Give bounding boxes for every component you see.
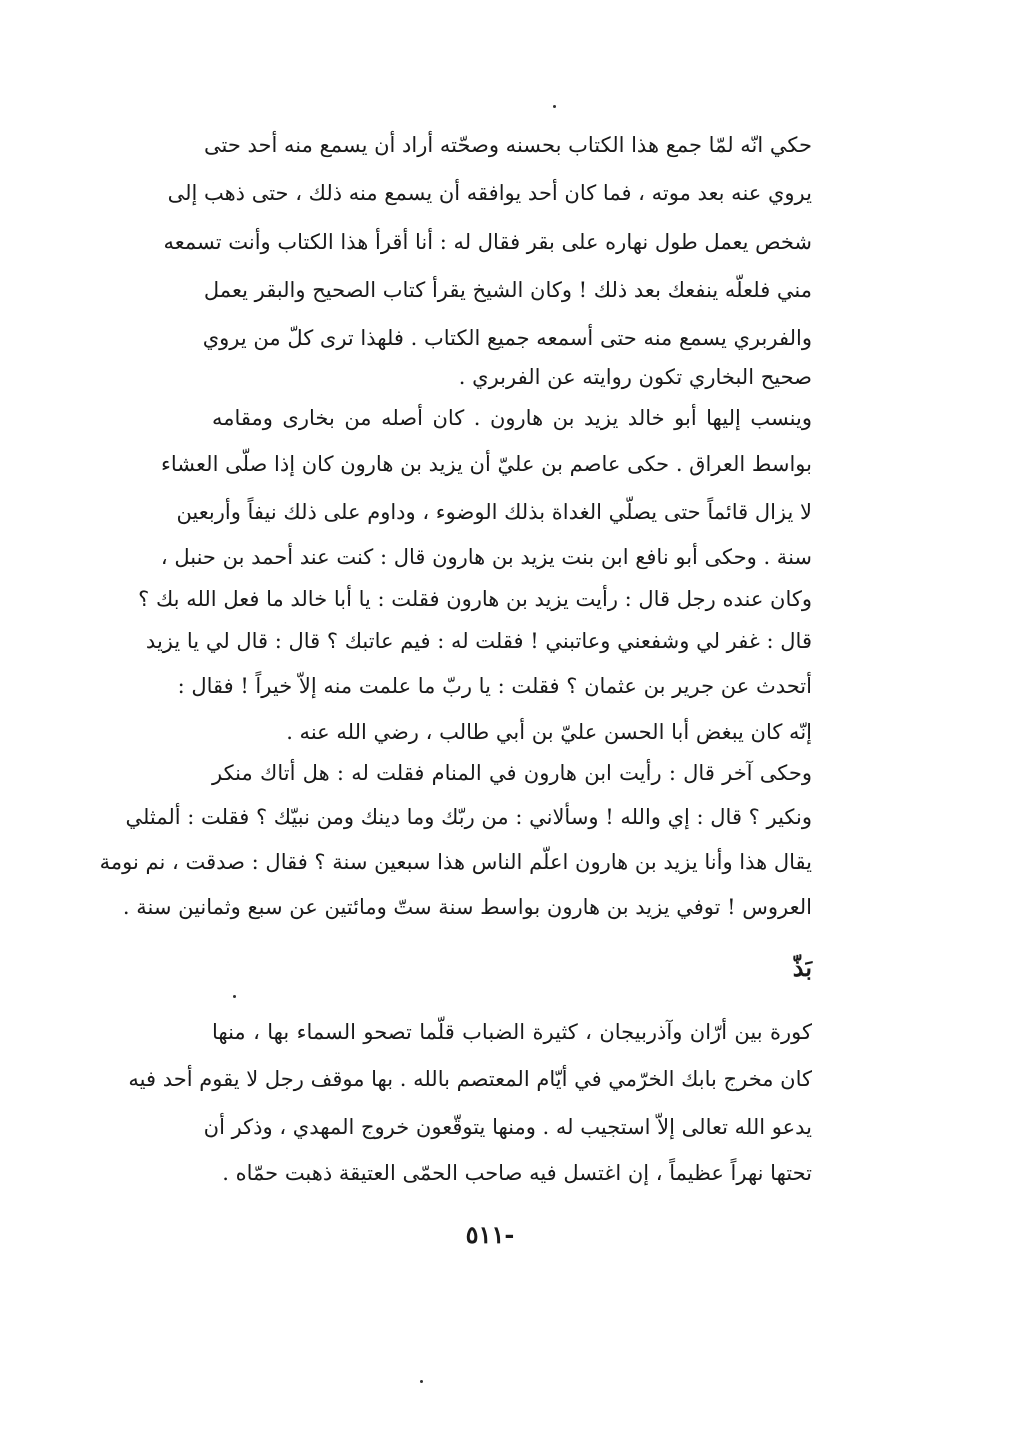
paragraph-line: يدعو الله تعالى إلاّ استجيب له . ومنها يتوقّعون خروج المهدي ، وذكر أن (203, 1115, 812, 1139)
paragraph-line: وكان عنده رجل قال : رأيت يزيد بن هارون فقلت : يا أبا خالد ما فعل الله بك ؟ (138, 587, 812, 611)
paragraph-line: أتحدث عن جرير بن عثمان ؟ فقلت : يا ربّ ما علمت منه إلاّ خيراً ! فقال : (177, 674, 812, 698)
paragraph-line: صحيح البخاري تكون روايته عن الفربري . (458, 365, 812, 389)
page-number: -٥١١ (465, 1220, 515, 1249)
paragraph-line: ونكير ؟ قال : إي والله ! وسألاني : من ربّك وما دينك ومن نبيّك ؟ فقلت : ألمثلي (125, 805, 812, 829)
scan-speck (233, 995, 236, 998)
paragraph-line: يقال هذا وأنا يزيد بن هارون اعلّم الناس هذا سبعين سنة ؟ فقال : صدقت ، نم نومة (99, 850, 812, 874)
paragraph-line: إنّه كان يبغض أبا الحسن عليّ بن أبي طالب ، رضي الله عنه . (286, 720, 812, 744)
section-heading: بَذّ (792, 953, 812, 982)
scan-speck (420, 1380, 423, 1383)
scan-speck (553, 105, 556, 108)
paragraph-line: والفربري يسمع منه حتى أسمعه جميع الكتاب . فلهذا ترى كلّ من يروي (202, 326, 812, 350)
paragraph-line: قال : غفر لي وشفعني وعاتبني ! فقلت له : فيم عاتبك ؟ قال : قال لي يا يزيد (145, 629, 812, 653)
paragraph-line: لا يزال قائماً حتى يصلّي الغداة بذلك الوضوء ، وداوم على ذلك نيفاً وأربعين (176, 500, 812, 524)
paragraph-line: وينسب إليها أبو خالد يزيد بن هارون . كان أصله من بخارى ومقامه (212, 406, 812, 430)
paragraph-line: تحتها نهراً عظيماً ، إن اغتسل فيه صاحب الحمّى العتيقة ذهبت حمّاه . (222, 1161, 812, 1185)
paragraph-line: سنة . وحكى أبو نافع ابن بنت يزيد بن هارون قال : كنت عند أحمد بن حنبل ، (160, 545, 812, 569)
paragraph-line: حكي انّه لمّا جمع هذا الكتاب بحسنه وصحّته أراد أن يسمع منه أحد حتى (204, 133, 812, 157)
paragraph-line: وحكى آخر قال : رأيت ابن هارون في المنام فقلت له : هل أتاك منكر (212, 761, 812, 785)
paragraph-line: يروي عنه بعد موته ، فما كان أحد يوافقه أن يسمع منه ذلك ، حتى ذهب إلى (167, 181, 812, 205)
paragraph-line: بواسط العراق . حكى عاصم بن عليّ أن يزيد بن هارون كان إذا صلّى العشاء (161, 452, 812, 476)
paragraph-line: كان مخرج بابك الخرّمي في أيّام المعتصم بالله . بها موقف رجل لا يقوم أحد فيه (128, 1067, 812, 1091)
paragraph-line: كورة بين أرّان وآذربيجان ، كثيرة الضباب قلّما تصحو السماء بها ، منها (212, 1020, 812, 1044)
paragraph-line: العروس ! توفي يزيد بن هارون بواسط سنة ستّ ومائتين عن سبع وثمانين سنة . (122, 895, 812, 919)
paragraph-line: شخص يعمل طول نهاره على بقر فقال له : أنا أقرأ هذا الكتاب وأنت تسمعه (163, 230, 812, 254)
paragraph-line: مني فلعلّه ينفعك بعد ذلك ! وكان الشيخ يقرأ كتاب الصحيح والبقر يعمل (203, 278, 812, 302)
